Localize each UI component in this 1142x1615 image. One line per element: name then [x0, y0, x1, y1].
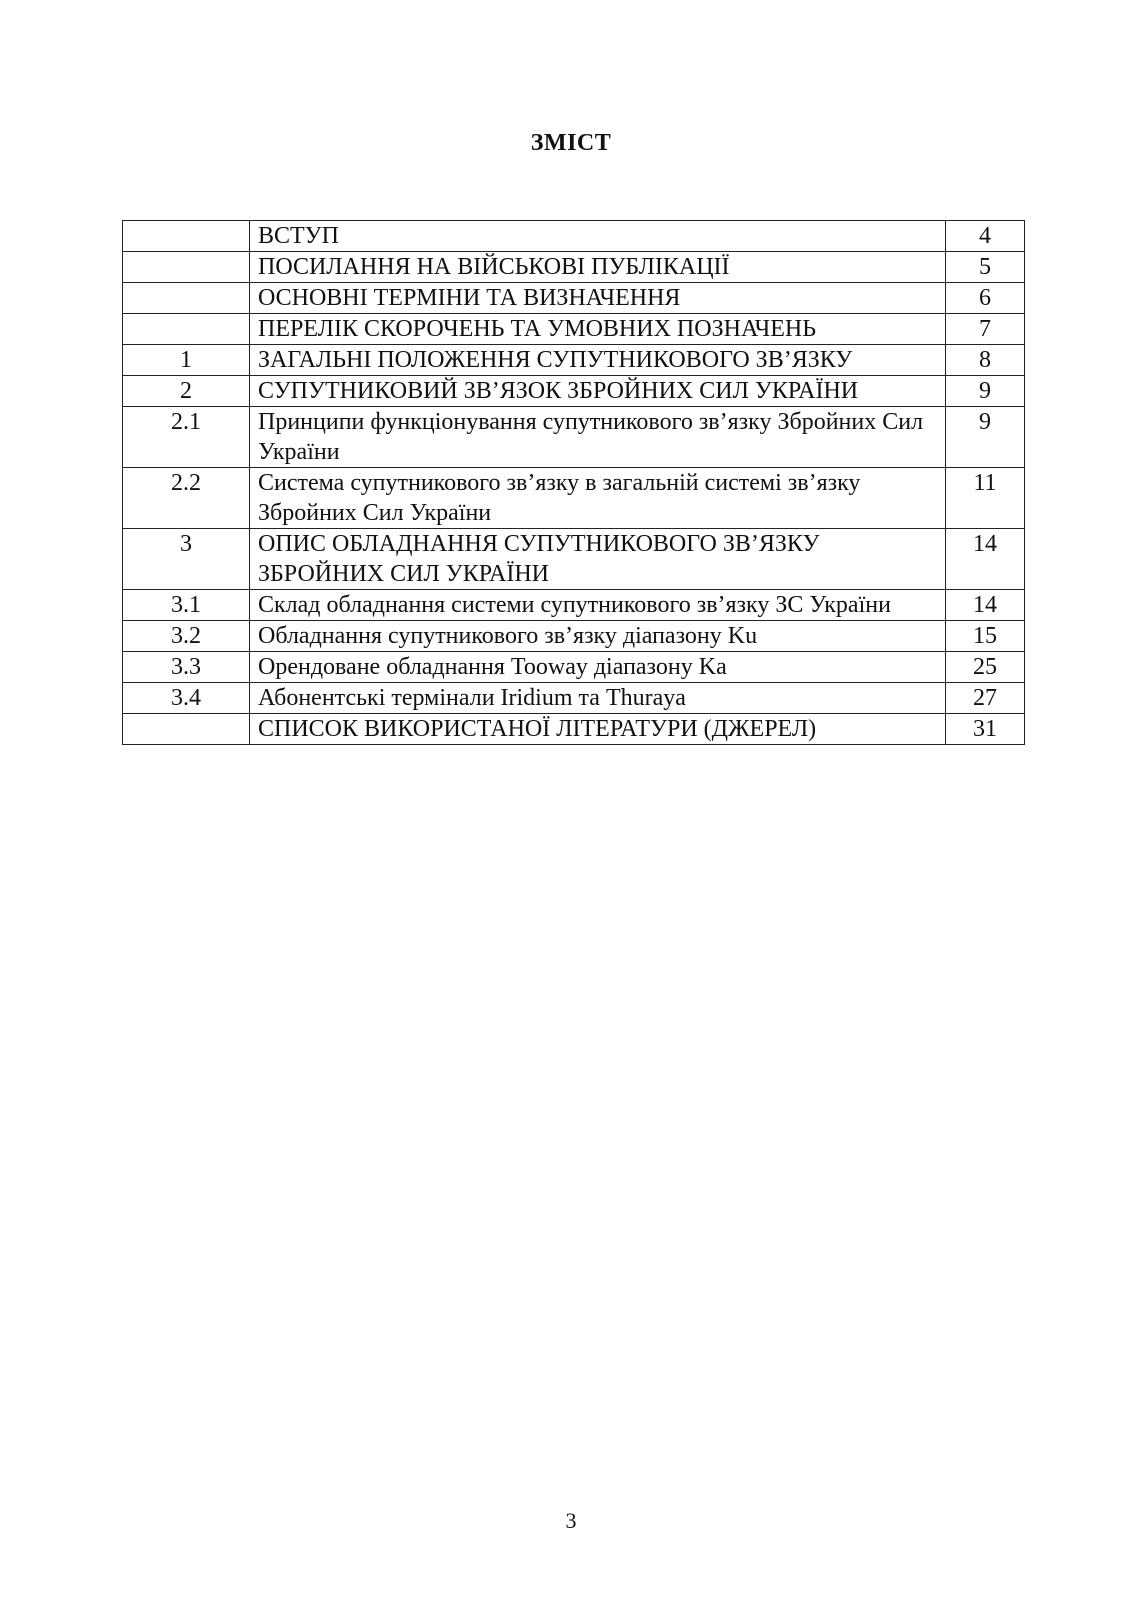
section-title: Абонентські термінали Iridium та Thuraya: [250, 683, 946, 714]
section-page: 15: [946, 621, 1025, 652]
section-title: Система супутникового зв’язку в загальній системі зв’язку Збройних Сил України: [250, 468, 946, 529]
toc-row[interactable]: [123, 683, 1025, 714]
section-number: 3.3: [123, 652, 250, 683]
page-title: ЗМІСТ: [530, 130, 612, 156]
section-title: Орендоване обладнання Tooway діапазону Ka: [250, 652, 946, 683]
section-title: Склад обладнання системи супутникового зв’язку ЗС України: [250, 590, 946, 621]
toc-row[interactable]: [123, 252, 1025, 283]
section-page: 11: [946, 468, 1025, 529]
section-page: 9: [946, 376, 1025, 407]
section-number: 3.1: [123, 590, 250, 621]
section-title: ОПИС ОБЛАДНАННЯ СУПУТНИКОВОГО ЗВ’ЯЗКУ ЗБРОЙНИХ СИЛ УКРАЇНИ: [250, 529, 946, 590]
toc-row[interactable]: [123, 407, 1025, 468]
section-title: ВСТУП: [250, 221, 946, 252]
section-title: ПОСИЛАННЯ НА ВІЙСЬКОВІ ПУБЛІКАЦІЇ: [250, 252, 946, 283]
toc-row[interactable]: [123, 652, 1025, 683]
section-title: ОСНОВНІ ТЕРМІНИ ТА ВИЗНАЧЕННЯ: [250, 283, 946, 314]
section-number: [123, 714, 250, 745]
section-page: 6: [946, 283, 1025, 314]
section-page: 27: [946, 683, 1025, 714]
toc-row[interactable]: [123, 590, 1025, 621]
toc-row[interactable]: [123, 314, 1025, 345]
section-page: 14: [946, 590, 1025, 621]
toc-row[interactable]: [123, 376, 1025, 407]
section-page: 7: [946, 314, 1025, 345]
table-of-contents: [122, 220, 1025, 745]
section-number: [123, 283, 250, 314]
section-number: 3.4: [123, 683, 250, 714]
section-title: СПИСОК ВИКОРИСТАНОЇ ЛІТЕРАТУРИ (ДЖЕРЕЛ): [250, 714, 946, 745]
section-number: [123, 314, 250, 345]
section-page: 8: [946, 345, 1025, 376]
toc-row[interactable]: [123, 468, 1025, 529]
section-page: 4: [946, 221, 1025, 252]
section-title: Принципи функціонування супутникового зв’язку Збройних Сил України: [250, 407, 946, 468]
section-number: 3.2: [123, 621, 250, 652]
section-number: 2.1: [123, 407, 250, 468]
section-page: 25: [946, 652, 1025, 683]
toc-row[interactable]: [123, 221, 1025, 252]
toc-row[interactable]: [123, 714, 1025, 745]
section-title: Обладнання супутникового зв’язку діапазону Ku: [250, 621, 946, 652]
section-title: СУПУТНИКОВИЙ ЗВ’ЯЗОК ЗБРОЙНИХ СИЛ УКРАЇНИ: [250, 376, 946, 407]
section-number: 1: [123, 345, 250, 376]
page-number: 3: [565, 1508, 577, 1533]
section-number: 2: [123, 376, 250, 407]
section-number: 3: [123, 529, 250, 590]
section-title: ПЕРЕЛІК СКОРОЧЕНЬ ТА УМОВНИХ ПОЗНАЧЕНЬ: [250, 314, 946, 345]
section-number: [123, 221, 250, 252]
section-page: 14: [946, 529, 1025, 590]
toc-row[interactable]: [123, 529, 1025, 590]
section-number: [123, 252, 250, 283]
toc-row[interactable]: [123, 283, 1025, 314]
section-page: 31: [946, 714, 1025, 745]
toc-row[interactable]: [123, 621, 1025, 652]
section-page: 5: [946, 252, 1025, 283]
section-page: 9: [946, 407, 1025, 468]
section-number: 2.2: [123, 468, 250, 529]
section-title: ЗАГАЛЬНІ ПОЛОЖЕННЯ СУПУТНИКОВОГО ЗВ’ЯЗКУ: [250, 345, 946, 376]
toc-row[interactable]: [123, 345, 1025, 376]
